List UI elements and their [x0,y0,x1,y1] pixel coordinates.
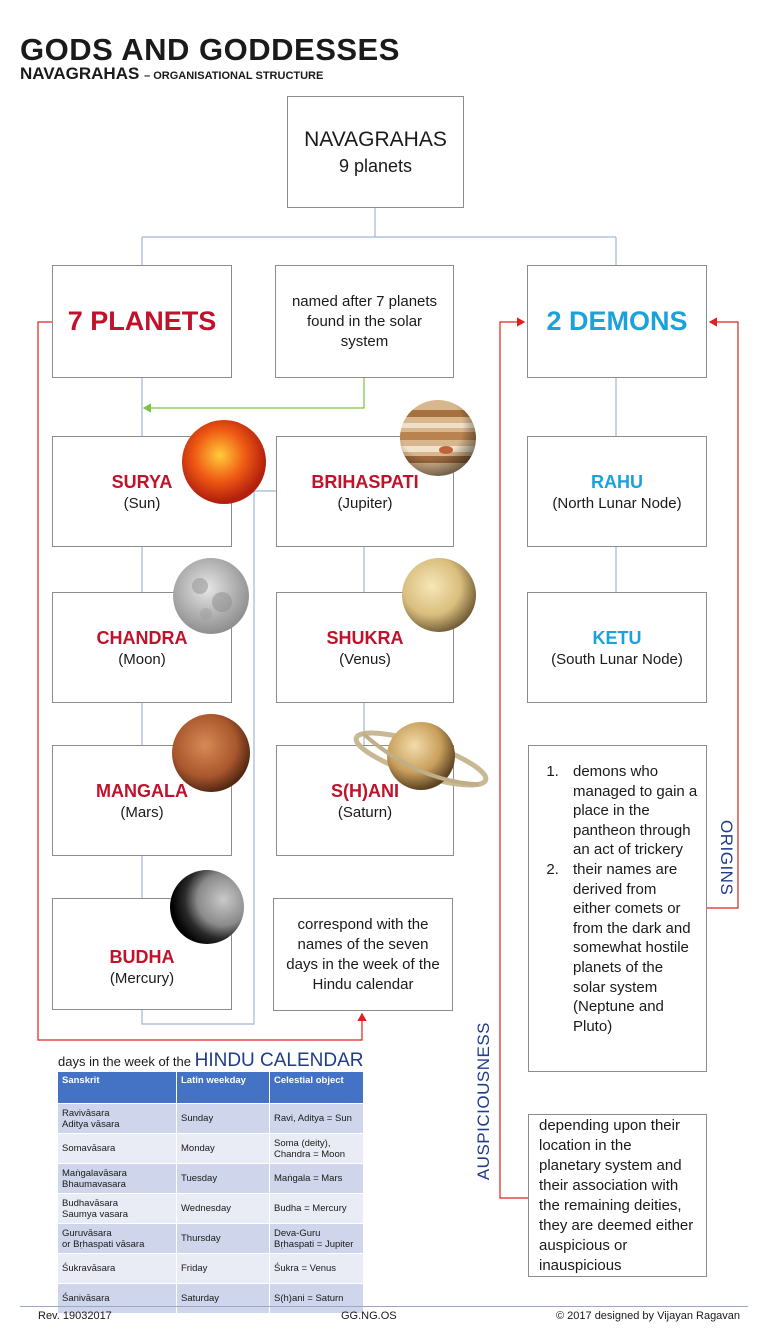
footer-credit: © 2017 designed by Vijayan Ragavan [556,1310,741,1322]
table-caption-small: days in the week of the [58,1054,195,1069]
table-header-row [58,1072,364,1104]
group-planets-node [52,265,232,378]
moon-icon [170,556,252,636]
table-row [58,1104,364,1134]
origins-label: ORIGINS [717,820,736,896]
demon-sub: (North Lunar Node) [552,494,682,512]
table-cell: Deva-Guru Bṛhaspati = Jupiter [270,1224,364,1254]
table-cell: Budha = Mercury [270,1194,364,1224]
table-row [58,1164,364,1194]
auspicious-note-text: depending upon their location in the planetary system and their association with the remaining deities, they are deemed either auspicious or inauspicious [539,1116,694,1274]
auspiciousness-label: AUSPICIOUSNESS [474,1022,493,1181]
demon-name: RAHU [591,471,643,492]
table-cell: Wednesday [177,1194,270,1224]
origins-list-box [528,745,707,1072]
planet-sub: (Moon) [118,650,166,668]
mercury-icon [168,868,246,946]
jupiter-icon [398,398,478,478]
table-cell: Tuesday [177,1164,270,1194]
table-cell: Monday [177,1134,270,1164]
demon-node-rahu [527,436,707,547]
group-planets-label: 7 PLANETS [67,306,217,336]
days-note-text: correspond with the names of the seven days in the week of the Hindu calendar [286,915,440,993]
table-cell: S(h)ani = Saturn [270,1284,364,1314]
group-demons-node [527,265,707,378]
group-demons-label: 2 DEMONS [546,306,688,336]
table-row [58,1194,364,1224]
origins-list [529,762,706,1036]
table-cell: Saturday [177,1284,270,1314]
planet-sub: (Mercury) [109,970,175,987]
days-note-node [273,898,453,1011]
planets-note-text: named after 7 planets found in the solar system [291,292,438,350]
planet-sub: (Saturn) [337,803,393,821]
table-cell: Maṅgalavāsara Bhaumavasara [58,1164,177,1194]
root-sub: 9 planets [338,155,413,176]
page-subtitle [20,64,323,84]
planet-sub: (Venus) [339,650,391,668]
table-cell: Maṅgala = Mars [270,1164,364,1194]
planet-sub: (Sun) [123,494,161,512]
footer-code: GG.NG.OS [341,1310,397,1322]
root-node [287,96,464,208]
root-title: NAVAGRAHAS [304,127,447,151]
table-header-cell: Latin weekday [177,1072,270,1104]
footer-divider [20,1306,748,1307]
table-cell: Somavāsara [58,1134,177,1164]
table-cell: Śanivāsara [58,1284,177,1314]
planet-name: S(H)ANI [331,780,399,801]
table-cell: Friday [177,1254,270,1284]
footer-rev: Rev. 19032017 [38,1310,112,1322]
table-row [58,1134,364,1164]
origins-list-item: 1. demons who managed to gain a place in the pantheon through an act of trickery [563,762,698,860]
planet-name: BRIHASPATI [311,471,419,492]
planet-name: BUDHA [109,947,175,967]
table-cell: Sunday [177,1104,270,1134]
planet-name: SURYA [111,471,173,492]
venus-icon [400,556,478,634]
demon-sub: (South Lunar Node) [551,650,683,668]
planets-note-node [275,265,454,378]
hindu-calendar-table [58,1072,364,1313]
table-row [58,1224,364,1254]
table-header-cell: Celestial object [270,1072,364,1104]
table-row [58,1254,364,1284]
saturn-icon [350,712,492,802]
demon-node-ketu [527,592,707,703]
sun-icon [180,418,268,506]
table-caption [58,1050,364,1072]
table-row [58,1284,364,1314]
demon-name: KETU [592,627,642,648]
planet-sub: (Mars) [120,803,164,821]
planet-name: CHANDRA [96,627,188,648]
table-cell: Budhavāsara Saumya vasara [58,1194,177,1224]
table-cell: Śukra = Venus [270,1254,364,1284]
auspicious-note-node [528,1114,707,1277]
subtitle-rest: – ORGANISATIONAL STRUCTURE [144,70,324,82]
planet-name: MANGALA [96,780,188,801]
origins-list-item: 2. their names are derived from either comets or from the dark and somewhat hostile planets of the solar system (Neptune and Pluto) [563,860,698,1036]
table-cell: Soma (deity), Chandra = Moon [270,1134,364,1164]
table-cell: Ravivāsara Aditya vāsara [58,1104,177,1134]
table-cell: Śukravāsara [58,1254,177,1284]
table-cell: Thursday [177,1224,270,1254]
table-header-cell: Sanskrit [58,1072,177,1104]
planet-name: SHUKRA [326,627,404,648]
mars-icon [170,712,252,794]
subtitle-main: NAVAGRAHAS [20,64,140,83]
table-caption-big: HINDU CALENDAR [194,1050,364,1071]
table-cell: Ravi, Aditya = Sun [270,1104,364,1134]
table-cell: Guruvāsara or Bṛhaspati vāsara [58,1224,177,1254]
page-title: GODS AND GODDESSES [20,32,400,67]
planet-sub: (Jupiter) [337,494,393,512]
